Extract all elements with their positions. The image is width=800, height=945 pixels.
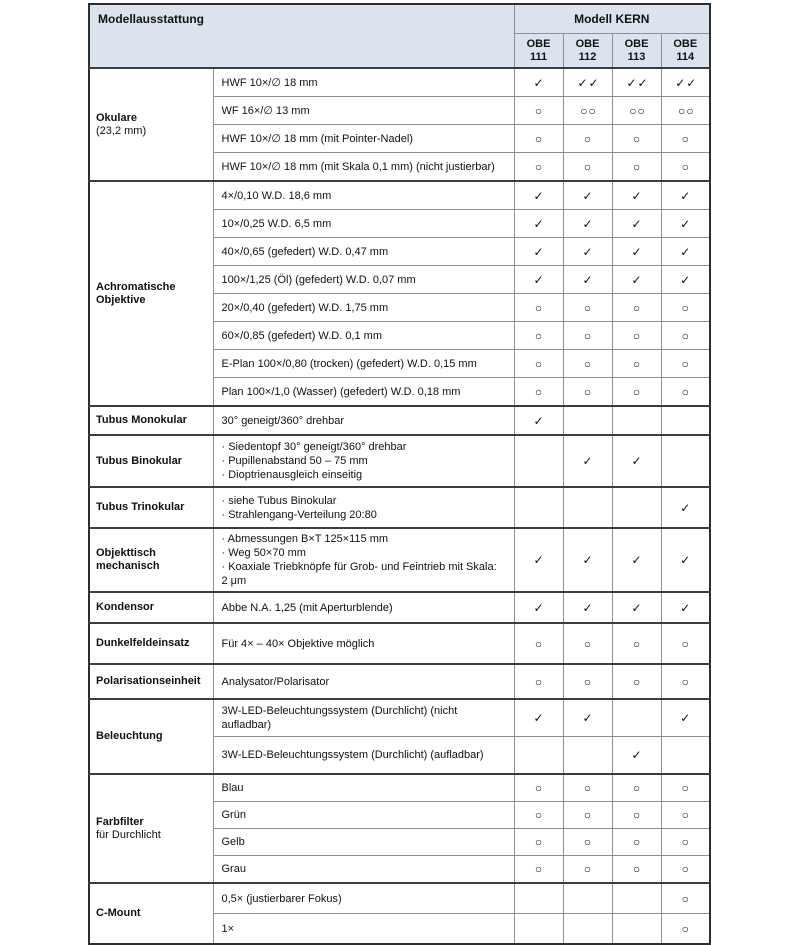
option-marker-cell: ○ [514,294,563,322]
spec-line: HWF 10×/∅ 18 mm [221,76,318,89]
spec-description-cell [213,528,514,592]
model-brand: OBE [673,37,698,50]
option-marker-cell: ○ [612,125,661,153]
spec-line: E-Plan 100×/0,80 (trocken) (gefedert) W.D. 0,15 mm [221,357,477,370]
category-cell-cmount [89,883,213,944]
check-marker-cell: ✓ [514,181,563,210]
model-brand: OBE [624,37,649,50]
category-cell-farbfilter [89,774,213,883]
check-marker-cell: ✓ [514,210,563,238]
option-marker-cell: ○ [514,664,563,699]
check-marker-cell: ✓ [612,528,661,592]
category-title: Achromatische Objektive [96,280,176,306]
spec-line: 4×/0,10 W.D. 18,6 mm [221,189,332,202]
option-marker-cell: ○ [661,829,710,856]
category-subtitle: (23,2 mm) [96,124,147,137]
check-marker-cell: ✓ [563,210,612,238]
option-marker-cell: ○ [661,125,710,153]
option-marker-cell: ○ [661,856,710,884]
check-marker-cell: ✓ [661,487,710,528]
option-marker-cell: ○ [612,378,661,407]
spec-line: 3W-LED-Beleuchtungssystem (Durchlicht) (nicht aufladbar) [221,705,458,731]
spec-line: Grau [221,863,246,875]
option-marker-cell: ○ [563,829,612,856]
spec-line: · Dioptrienausgleich einseitig [221,469,363,481]
check-marker-cell: ✓ [612,737,661,775]
option-marker-cell: ○ [661,378,710,407]
category-title: Tubus Monokular [96,414,187,426]
option-marker-cell: ○ [563,774,612,802]
spec-description-cell [213,406,514,435]
spec-description-cell [213,68,514,97]
check-marker-cell: ✓ [661,528,710,592]
category-cell-objekttisch [89,528,213,592]
check-marker-cell: ✓✓ [661,68,710,97]
spec-line: · Abmessungen B×T 125×115 mm [221,533,389,545]
spec-line: 3W-LED-Beleuchtungssystem (Durchlicht) (aufladbar) [221,749,484,761]
category-subtitle: für Durchlicht [96,828,161,841]
spec-description-cell [213,435,514,487]
spec-line: 20×/0,40 (gefedert) W.D. 1,75 mm [221,301,389,314]
spec-description-cell [213,699,514,737]
category-title: Objekttisch mechanisch [96,547,160,572]
table-header [89,4,710,68]
category-cell-okulare [89,68,213,181]
empty-marker-cell [563,737,612,775]
check-marker-cell: ✓ [514,238,563,266]
check-marker-cell: ✓ [563,528,612,592]
table-body [89,68,710,944]
header-modellausstattung: Modellausstattung [89,4,514,68]
header-modell-kern: Modell KERN [514,4,710,34]
option-marker-cell: ○ [612,856,661,884]
option-marker-cell: ○ [612,664,661,699]
spec-description-cell [213,181,514,210]
spec-description-cell [213,97,514,125]
check-marker-cell: ✓ [661,592,710,623]
header-model-obe-113 [612,34,661,69]
check-marker-cell: ✓ [661,238,710,266]
option-marker-cell: ○ [661,664,710,699]
option-marker-cell: ○ [563,125,612,153]
empty-marker-cell [514,487,563,528]
model-number: 112 [578,50,597,63]
spec-line: 0,5× (justierbarer Fokus) [221,892,342,905]
check-marker-cell: ✓ [661,699,710,737]
option-marker-cell: ○ [563,153,612,182]
spec-description-cell [213,623,514,664]
check-marker-cell: ✓ [661,210,710,238]
category-title: Kondensor [96,601,155,613]
spec-line: Analysator/Polarisator [221,675,330,688]
option-marker-cell: ○ [661,294,710,322]
check-marker-cell: ✓ [661,266,710,294]
spec-description-cell [213,238,514,266]
category-title: Farbfilter [96,815,144,828]
check-marker-cell: ✓ [514,266,563,294]
spec-description-cell [213,487,514,528]
category-cell-objektive [89,181,213,406]
spec-line: Für 4× – 40× Objektive möglich [221,637,375,650]
spec-line: Gelb [221,836,245,848]
spec-description-cell [213,737,514,775]
option-marker-cell: ○ [514,856,563,884]
check-marker-cell: ✓ [514,699,563,737]
category-title: C-Mount [96,907,141,919]
spec-line: HWF 10×/∅ 18 mm (mit Skala 0,1 mm) (nicht justierbar) [221,160,495,173]
table-row [89,181,710,210]
table-row [89,623,710,664]
option-marker-cell: ○ [563,802,612,829]
model-number: 111 [529,50,548,63]
option-marker-cell: ○ [563,378,612,407]
option-marker-cell: ○ [612,350,661,378]
option-marker-cell: ○ [661,322,710,350]
check-marker-cell: ✓✓ [612,68,661,97]
option-marker-cell: ○ [612,294,661,322]
empty-marker-cell [661,406,710,435]
spec-line: 40×/0,65 (gefedert) W.D. 0,47 mm [221,245,389,258]
spec-description-cell [213,350,514,378]
check-marker-cell: ✓ [563,592,612,623]
check-marker-cell: ✓ [563,699,612,737]
spec-line: Grün [221,809,246,821]
spec-description-cell [213,294,514,322]
check-marker-cell: ✓ [661,181,710,210]
table-row [89,406,710,435]
option-marker-cell: ○ [563,856,612,884]
spec-description-cell [213,153,514,182]
header-model-obe-111 [514,34,563,69]
category-cell-dunkelfeld [89,623,213,664]
option-marker-cell: ○ [612,802,661,829]
spec-line: 30° geneigt/360° drehbar [221,414,345,427]
check-marker-cell: ✓ [563,181,612,210]
spec-line: · Weg 50×70 mm [221,547,306,559]
option-marker-cell: ○○ [661,97,710,125]
spec-description-cell [213,914,514,945]
spec-description-cell [213,125,514,153]
spec-description-cell [213,266,514,294]
check-marker-cell: ✓ [612,238,661,266]
table-row [89,487,710,528]
empty-marker-cell [514,737,563,775]
empty-marker-cell [563,883,612,914]
category-cell-tubus_mono [89,406,213,435]
spec-description-cell [213,829,514,856]
empty-marker-cell [612,699,661,737]
empty-marker-cell [514,883,563,914]
check-marker-cell: ✓ [563,238,612,266]
spec-line: 100×/1,25 (Öl) (gefedert) W.D. 0,07 mm [221,273,416,286]
spec-line: Abbe N.A. 1,25 (mit Aperturblende) [221,601,393,614]
option-marker-cell: ○ [514,97,563,125]
check-marker-cell: ✓ [563,435,612,487]
category-cell-polarisation [89,664,213,699]
spec-line: WF 16×/∅ 13 mm [221,104,310,117]
spec-line: · Strahlengang-Verteilung 20:80 [221,508,377,521]
table-row [89,699,710,737]
option-marker-cell: ○ [661,883,710,914]
table-row [89,883,710,914]
empty-marker-cell [514,435,563,487]
option-marker-cell: ○ [612,829,661,856]
spec-line: · Koaxiale Triebknöpfe für Grob- und Feintrieb mit Skala: 2 μm [221,561,497,587]
check-marker-cell: ✓ [563,266,612,294]
check-marker-cell: ✓ [612,592,661,623]
option-marker-cell: ○ [514,829,563,856]
empty-marker-cell [563,914,612,945]
category-cell-beleuchtung [89,699,213,774]
empty-marker-cell [661,737,710,775]
option-marker-cell: ○ [563,294,612,322]
check-marker-cell: ✓ [514,592,563,623]
spec-line: Plan 100×/1,0 (Wasser) (gefedert) W.D. 0,18 mm [221,385,461,398]
category-cell-kondensor [89,592,213,623]
empty-marker-cell [563,406,612,435]
option-marker-cell: ○○ [563,97,612,125]
category-title: Okulare [96,111,137,124]
option-marker-cell: ○ [661,774,710,802]
table-row [89,528,710,592]
category-title: Tubus Trinokular [96,501,185,513]
empty-marker-cell [612,914,661,945]
spec-description-cell [213,774,514,802]
option-marker-cell: ○ [612,322,661,350]
spec-description-cell [213,664,514,699]
option-marker-cell: ○ [563,664,612,699]
empty-marker-cell [612,406,661,435]
table-row [89,435,710,487]
option-marker-cell: ○ [661,802,710,829]
spec-description-cell [213,592,514,623]
spec-line: HWF 10×/∅ 18 mm (mit Pointer-Nadel) [221,132,413,145]
option-marker-cell: ○ [563,350,612,378]
check-marker-cell: ✓ [612,435,661,487]
option-marker-cell: ○ [661,153,710,182]
category-title: Tubus Binokular [96,454,182,467]
category-title: Polarisationseinheit [96,675,201,687]
header-model-obe-114 [661,34,710,69]
table-row [89,592,710,623]
option-marker-cell: ○ [514,125,563,153]
model-brand: OBE [526,37,551,50]
category-cell-tubus_trino [89,487,213,528]
option-marker-cell: ○ [514,153,563,182]
option-marker-cell: ○ [514,322,563,350]
category-cell-tubus_bino [89,435,213,487]
option-marker-cell: ○ [612,774,661,802]
spec-description-cell [213,802,514,829]
option-marker-cell: ○○ [612,97,661,125]
option-marker-cell: ○ [612,623,661,664]
option-marker-cell: ○ [612,153,661,182]
table-row [89,68,710,97]
spec-line: 60×/0,85 (gefedert) W.D. 0,1 mm [221,329,382,342]
check-marker-cell: ✓ [612,210,661,238]
table-row [89,774,710,802]
table-row [89,664,710,699]
option-marker-cell: ○ [563,623,612,664]
check-marker-cell: ✓✓ [563,68,612,97]
spec-description-cell [213,883,514,914]
check-marker-cell: ✓ [612,181,661,210]
option-marker-cell: ○ [514,774,563,802]
option-marker-cell: ○ [514,623,563,664]
option-marker-cell: ○ [563,322,612,350]
category-title: Beleuchtung [96,730,163,742]
empty-marker-cell [563,487,612,528]
spec-line: · Pupillenabstand 50 – 75 mm [221,455,368,467]
spec-description-cell [213,210,514,238]
check-marker-cell: ✓ [514,406,563,435]
option-marker-cell: ○ [514,802,563,829]
spec-description-cell [213,378,514,407]
option-marker-cell: ○ [661,623,710,664]
empty-marker-cell [514,914,563,945]
option-marker-cell: ○ [514,378,563,407]
spec-line: 1× [221,922,235,935]
model-spec-table [88,3,711,945]
category-title: Dunkelfeldeinsatz [96,637,190,649]
check-marker-cell: ✓ [514,528,563,592]
empty-marker-cell [612,883,661,914]
header-model-obe-112 [563,34,612,69]
spec-description-cell [213,856,514,884]
check-marker-cell: ✓ [514,68,563,97]
spec-line: Blau [221,782,244,794]
spec-line: · siehe Tubus Binokular [221,494,337,507]
spec-line: · Siedentopf 30° geneigt/360° drehbar [221,441,407,453]
option-marker-cell: ○ [661,350,710,378]
option-marker-cell: ○ [661,914,710,945]
check-marker-cell: ✓ [612,266,661,294]
model-number: 113 [627,50,646,63]
header-row-group [89,4,710,34]
option-marker-cell: ○ [514,350,563,378]
model-brand: OBE [575,37,600,50]
spec-description-cell [213,322,514,350]
empty-marker-cell [612,487,661,528]
empty-marker-cell [661,435,710,487]
spec-line: 10×/0,25 W.D. 6,5 mm [221,217,332,230]
model-number: 114 [676,50,695,63]
